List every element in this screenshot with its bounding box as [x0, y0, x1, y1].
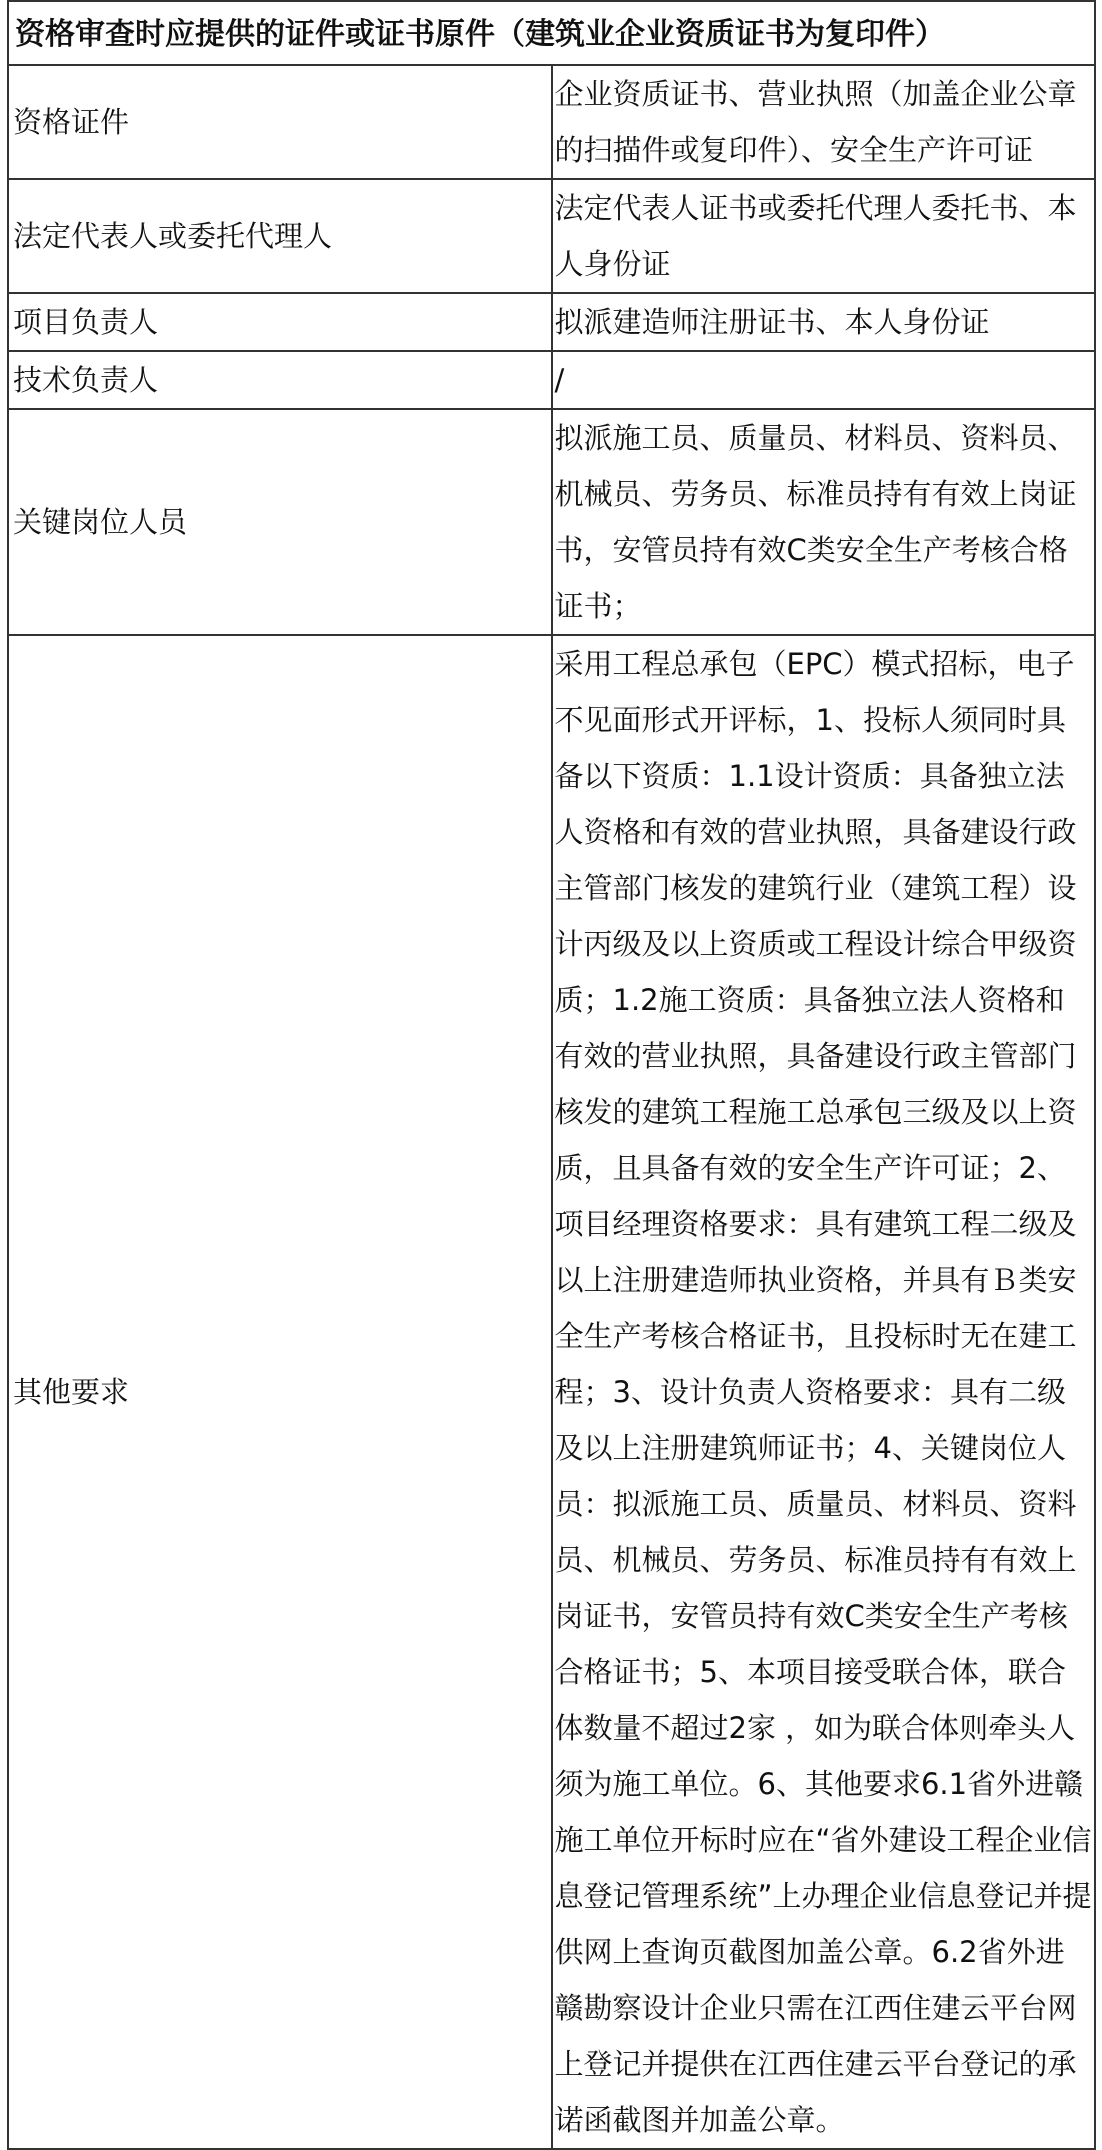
table-row — [8, 293, 1095, 351]
table-title-row — [8, 1, 1095, 65]
table-title: 资格审查时应提供的证件或证书原件（建筑业企业资质证书为复印件） — [8, 1, 1095, 65]
table-row — [8, 635, 1095, 2149]
row-value-other-requirements: 采用工程总承包（EPC）模式招标，电子不见面形式开评标，1、投标人须同时具备以下资质：1.1设计资质：具备独立法人资格和有效的营业执照，具备建设行政主管部门核发的建筑行业（建筑工程）设计丙级及以上资质或工程设计综合甲级资质；1.2施工资质：具备独立法人资格和有效的营业执照，具备建设行政主管部门核发的建筑工程施工总承包三级及以上资质，且具备有效的安全生产许可证；2、项目经理资格要求：具有建筑工程二级及以上注册建造师执业资格，并具有Ｂ类安全生产考核合格证书，且投标时无在建工程；3、设计负责人资格要求：具有二级及以上注册建筑师证书；4、关键岗位人员：拟派施工员、质量员、材料员、资料员、机械员、劳务员、标准员持有有效上岗证书，安管员持有效C类安全生产考核合格证书；5、本项目接受联合体，联合体数量不超过2家 ，如为联合体则牵头人须为施工单位。6、其他要求6.1省外进赣施工单位开标时应在“省外建设工程企业信息登记管理系统”上办理企业信息登记并提供网上查询页截图加盖公章。6.2省外进赣勘察设计企业只需在江西住建云平台网上登记并提供在江西住建云平台登记的承诺函截图并加盖公章。 — [552, 635, 1096, 2149]
row-label-key-personnel: 关键岗位人员 — [8, 409, 552, 635]
table-row — [8, 409, 1095, 635]
row-value-qualification-docs: 企业资质证书、营业执照（加盖企业公章的扫描件或复印件）、安全生产许可证 — [552, 65, 1096, 179]
row-value-project-manager: 拟派建造师注册证书、本人身份证 — [552, 293, 1096, 351]
row-label-project-manager: 项目负责人 — [8, 293, 552, 351]
table-continuation-edge — [7, 1692, 1096, 1700]
table-row — [8, 65, 1095, 179]
row-label-technical-lead: 技术负责人 — [8, 351, 552, 409]
requirements-table — [7, 0, 1096, 2150]
row-value-legal-representative: 法定代表人证书或委托代理人委托书、本人身份证 — [552, 179, 1096, 293]
row-label-qualification-docs: 资格证件 — [8, 65, 552, 179]
row-value-technical-lead: / — [552, 351, 1096, 409]
row-label-legal-representative: 法定代表人或委托代理人 — [8, 179, 552, 293]
row-value-key-personnel: 拟派施工员、质量员、材料员、资料员、机械员、劳务员、标准员持有有效上岗证书，安管员持有效C类安全生产考核合格证书； — [552, 409, 1096, 635]
table-row — [8, 179, 1095, 293]
table-row — [8, 351, 1095, 409]
row-label-other-requirements: 其他要求 — [8, 635, 552, 2149]
